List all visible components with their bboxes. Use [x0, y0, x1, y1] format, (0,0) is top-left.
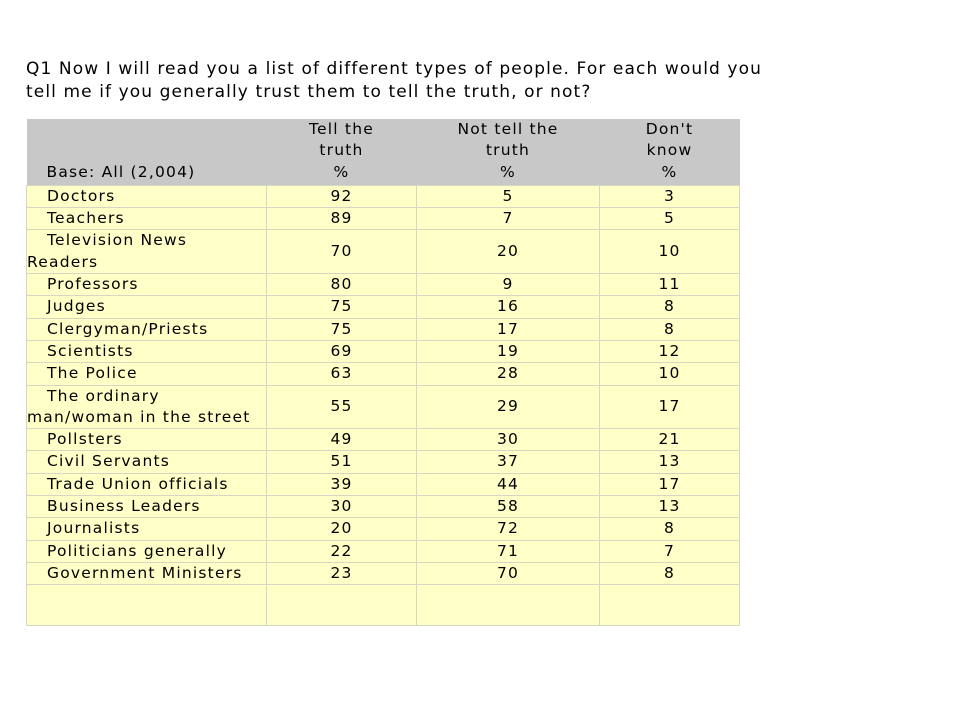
- row-label: Civil Servants: [27, 451, 267, 473]
- cell-not-tell-truth: 7: [417, 208, 600, 230]
- column-header-not-tell-truth: Not tell the truth %: [417, 119, 600, 185]
- table-row: [27, 496, 740, 518]
- table-row: [27, 318, 740, 340]
- row-label: Professors: [27, 274, 267, 296]
- cell-dont-know: 21: [600, 429, 740, 451]
- cell-dont-know: 7: [600, 540, 740, 562]
- empty-row: [27, 585, 740, 626]
- row-label: Politicians generally: [27, 540, 267, 562]
- cell-tell-truth: 23: [267, 562, 417, 584]
- cell-dont-know: 3: [600, 185, 740, 207]
- empty-cell: [600, 585, 740, 626]
- cell-not-tell-truth: 72: [417, 518, 600, 540]
- row-label: Clergyman/Priests: [27, 318, 267, 340]
- table-row: [27, 274, 740, 296]
- row-label: Government Ministers: [27, 562, 267, 584]
- cell-dont-know: 8: [600, 296, 740, 318]
- cell-tell-truth: 63: [267, 363, 417, 385]
- cell-not-tell-truth: 70: [417, 562, 600, 584]
- row-label: Pollsters: [27, 429, 267, 451]
- cell-dont-know: 13: [600, 496, 740, 518]
- cell-tell-truth: 80: [267, 274, 417, 296]
- cell-not-tell-truth: 71: [417, 540, 600, 562]
- table-row: [27, 185, 740, 207]
- empty-cell: [27, 585, 267, 626]
- table-row: [27, 296, 740, 318]
- table-row: [27, 451, 740, 473]
- row-label: Journalists: [27, 518, 267, 540]
- table-row: [27, 363, 740, 385]
- cell-not-tell-truth: 17: [417, 318, 600, 340]
- row-label: Scientists: [27, 340, 267, 362]
- table-row: [27, 518, 740, 540]
- table-row: [27, 540, 740, 562]
- cell-not-tell-truth: 19: [417, 340, 600, 362]
- table-row: [27, 230, 740, 274]
- cell-not-tell-truth: 9: [417, 274, 600, 296]
- cell-not-tell-truth: 28: [417, 363, 600, 385]
- cell-tell-truth: 89: [267, 208, 417, 230]
- row-label: The Police: [27, 363, 267, 385]
- row-label: Trade Union officials: [27, 473, 267, 495]
- row-label: Television News Readers: [27, 230, 267, 274]
- cell-not-tell-truth: 5: [417, 185, 600, 207]
- empty-cell: [267, 585, 417, 626]
- cell-dont-know: 8: [600, 562, 740, 584]
- cell-tell-truth: 75: [267, 296, 417, 318]
- cell-not-tell-truth: 30: [417, 429, 600, 451]
- cell-tell-truth: 69: [267, 340, 417, 362]
- empty-cell: [417, 585, 600, 626]
- cell-not-tell-truth: 29: [417, 385, 600, 429]
- cell-dont-know: 11: [600, 274, 740, 296]
- cell-tell-truth: 70: [267, 230, 417, 274]
- table-row: [27, 562, 740, 584]
- column-header-tell-truth: Tell the truth %: [267, 119, 417, 185]
- cell-dont-know: 12: [600, 340, 740, 362]
- cell-dont-know: 13: [600, 451, 740, 473]
- cell-not-tell-truth: 16: [417, 296, 600, 318]
- cell-tell-truth: 55: [267, 385, 417, 429]
- row-label: Teachers: [27, 208, 267, 230]
- row-label: Business Leaders: [27, 496, 267, 518]
- cell-dont-know: 10: [600, 363, 740, 385]
- cell-tell-truth: 49: [267, 429, 417, 451]
- base-label: Base: All (2,004): [27, 119, 267, 185]
- cell-tell-truth: 22: [267, 540, 417, 562]
- cell-not-tell-truth: 37: [417, 451, 600, 473]
- cell-not-tell-truth: 58: [417, 496, 600, 518]
- cell-tell-truth: 30: [267, 496, 417, 518]
- table-row: [27, 340, 740, 362]
- cell-tell-truth: 92: [267, 185, 417, 207]
- cell-dont-know: 5: [600, 208, 740, 230]
- header-row: [27, 119, 740, 185]
- row-label: Judges: [27, 296, 267, 318]
- cell-tell-truth: 39: [267, 473, 417, 495]
- cell-tell-truth: 75: [267, 318, 417, 340]
- row-label: The ordinary man/woman in the street: [27, 385, 267, 429]
- table-row: [27, 385, 740, 429]
- cell-not-tell-truth: 44: [417, 473, 600, 495]
- cell-tell-truth: 51: [267, 451, 417, 473]
- table-row: [27, 429, 740, 451]
- question-text: Q1 Now I will read you a list of different types of people. For each would you tell me if you generally trust them to tell the truth, or not?: [26, 59, 762, 102]
- cell-not-tell-truth: 20: [417, 230, 600, 274]
- cell-tell-truth: 20: [267, 518, 417, 540]
- cell-dont-know: 8: [600, 518, 740, 540]
- cell-dont-know: 10: [600, 230, 740, 274]
- table-row: [27, 473, 740, 495]
- cell-dont-know: 8: [600, 318, 740, 340]
- row-label: Doctors: [27, 185, 267, 207]
- column-header-dont-know: Don't know %: [600, 119, 740, 185]
- results-table: [26, 119, 740, 626]
- cell-dont-know: 17: [600, 473, 740, 495]
- cell-dont-know: 17: [600, 385, 740, 429]
- table-row: [27, 208, 740, 230]
